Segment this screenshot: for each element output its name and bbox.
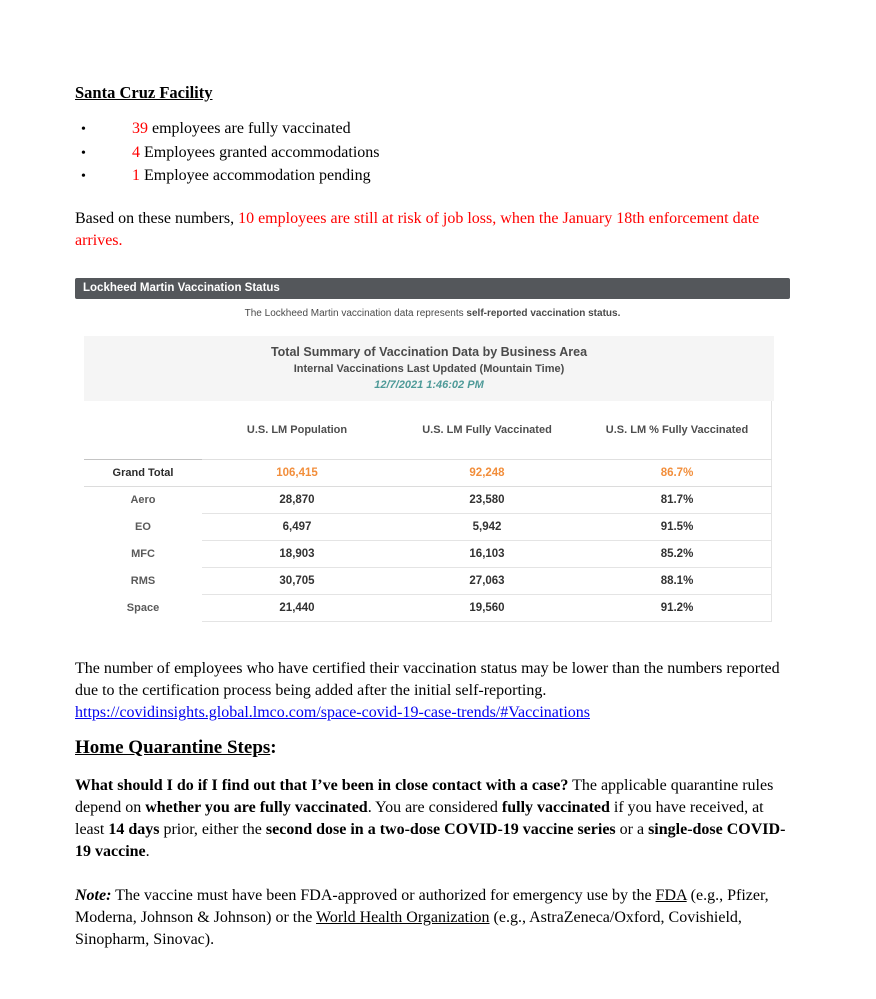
cell-percent: 88.1% <box>582 568 772 595</box>
summary-header <box>84 336 774 401</box>
cell-population: 18,903 <box>202 541 392 568</box>
list-item <box>75 144 790 168</box>
stat-number: 1 <box>132 167 140 184</box>
vaccination-report <box>75 278 790 622</box>
cell-fully-vaccinated: 92,248 <box>392 460 582 487</box>
cell-fully-vaccinated: 19,560 <box>392 595 582 622</box>
cell-percent: 91.5% <box>582 514 772 541</box>
row-label-mfc: MFC <box>131 548 155 561</box>
cell-population: 30,705 <box>202 568 392 595</box>
risk-warning: 10 employees are still at risk of job loss, when the January 18th enforcement date arrives. <box>75 209 760 249</box>
stat-number: 39 <box>132 120 148 137</box>
bold-segment: second dose in a two-dose COVID-19 vaccine series <box>265 821 616 839</box>
caption-text: The Lockheed Martin vaccination data represents <box>244 307 467 319</box>
cell-percent: 86.7% <box>582 460 772 487</box>
cell-population: 106,415 <box>202 460 392 487</box>
fda-underlined-text: FDA <box>655 887 687 905</box>
section-heading-text: Home Quarantine Steps <box>75 736 271 758</box>
report-caption <box>75 308 790 320</box>
note-paragraph <box>75 885 790 951</box>
note-label: Note: <box>75 887 112 905</box>
section-heading-quarantine <box>75 737 790 759</box>
cell-fully-vaccinated: 23,580 <box>392 487 582 514</box>
certification-text: The number of employees who have certified their vaccination status may be lower than the numbers reported due to the certification process being added after the initial self-reporting. <box>75 659 780 699</box>
stat-label: Employee accommodation pending <box>140 167 371 184</box>
cell-fully-vaccinated: 5,942 <box>392 514 582 541</box>
report-title-bar <box>75 278 790 299</box>
report-title: Lockheed Martin Vaccination Status <box>83 281 280 294</box>
list-item-text <box>132 120 351 138</box>
row-label-grand-total: Grand Total <box>84 460 202 487</box>
stat-number: 4 <box>132 143 140 161</box>
table-corner-cell <box>84 401 202 460</box>
summary-title: Total Summary of Vaccination Data by Business Area <box>270 344 588 359</box>
list-item-text <box>132 144 379 162</box>
summary-subtitle: Internal Vaccinations Last Updated (Mountain Time) <box>293 362 565 375</box>
bullet-icon: • <box>81 122 86 137</box>
certification-paragraph <box>75 658 790 724</box>
list-item-text <box>132 167 371 185</box>
row-label-eo: EO <box>135 521 151 534</box>
list-item <box>75 167 790 191</box>
quarantine-paragraph <box>75 775 790 863</box>
cell-fully-vaccinated: 27,063 <box>392 568 582 595</box>
column-header-fully-vaccinated: U.S. LM Fully Vaccinated <box>392 401 582 460</box>
who-underlined-text: World Health Organization <box>316 909 490 927</box>
section-heading-text: Santa Cruz Facility <box>75 83 213 102</box>
bold-segment: 14 days <box>108 821 160 839</box>
row-label-rms: RMS <box>130 575 156 588</box>
bullet-icon: • <box>81 169 86 184</box>
stat-label: employees are fully vaccinated <box>148 120 351 137</box>
bold-segment: single-dose COVID-19 vaccine <box>75 821 786 861</box>
cell-population: 21,440 <box>202 595 392 622</box>
question-bold: What should I do if I find out that I’ve been in close contact with a case? <box>75 776 569 794</box>
cell-percent: 81.7% <box>582 487 772 514</box>
text-segment: . You are considered <box>367 798 502 816</box>
text-segment: . <box>145 843 150 861</box>
column-header-percent-vaccinated: U.S. LM % Fully Vaccinated <box>582 401 772 460</box>
vaccination-stats-list <box>75 120 790 191</box>
cell-population: 28,870 <box>202 487 392 514</box>
stat-label: Employees granted accommodations <box>140 143 380 161</box>
column-header-population: U.S. LM Population <box>202 401 392 460</box>
caption-bold-text: self-reported vaccination status. <box>466 307 621 319</box>
bullet-icon: • <box>81 145 86 161</box>
text-segment: (e.g., AstraZeneca/Oxford, Covishield, Sinopharm, Sinovac). <box>75 909 742 949</box>
text-segment: if you have received, at least <box>75 798 764 839</box>
bold-segment: fully vaccinated <box>501 798 610 816</box>
cell-percent: 91.2% <box>582 595 772 622</box>
text-segment: (e.g., Pfizer, Moderna, Johnson & Johnson) or the <box>75 887 769 927</box>
text-segment: The vaccine must have been FDA-approved or authorized for emergency use by the <box>111 887 656 905</box>
text-segment: The applicable quarantine rules depend on <box>75 776 774 816</box>
risk-paragraph <box>75 208 790 252</box>
vaccination-table <box>84 401 772 622</box>
cell-population: 6,497 <box>202 514 392 541</box>
cell-fully-vaccinated: 16,103 <box>392 541 582 568</box>
cell-percent: 85.2% <box>582 541 772 568</box>
row-label-aero: Aero <box>130 494 156 507</box>
list-item <box>75 120 790 144</box>
risk-intro: Based on these numbers, <box>75 209 239 227</box>
vaccinations-link[interactable]: https://covidinsights.global.lmco.com/space-covid-19-case-trends/#Vaccinations <box>75 703 590 721</box>
heading-colon: : <box>270 736 277 758</box>
bold-segment: whether you are fully vaccinated <box>145 798 368 816</box>
text-segment: prior, either the <box>159 821 266 839</box>
section-heading-santa-cruz <box>75 83 790 103</box>
text-segment: or a <box>615 821 649 839</box>
row-label-space: Space <box>126 602 160 615</box>
summary-timestamp: 12/7/2021 1:46:02 PM <box>374 378 484 391</box>
